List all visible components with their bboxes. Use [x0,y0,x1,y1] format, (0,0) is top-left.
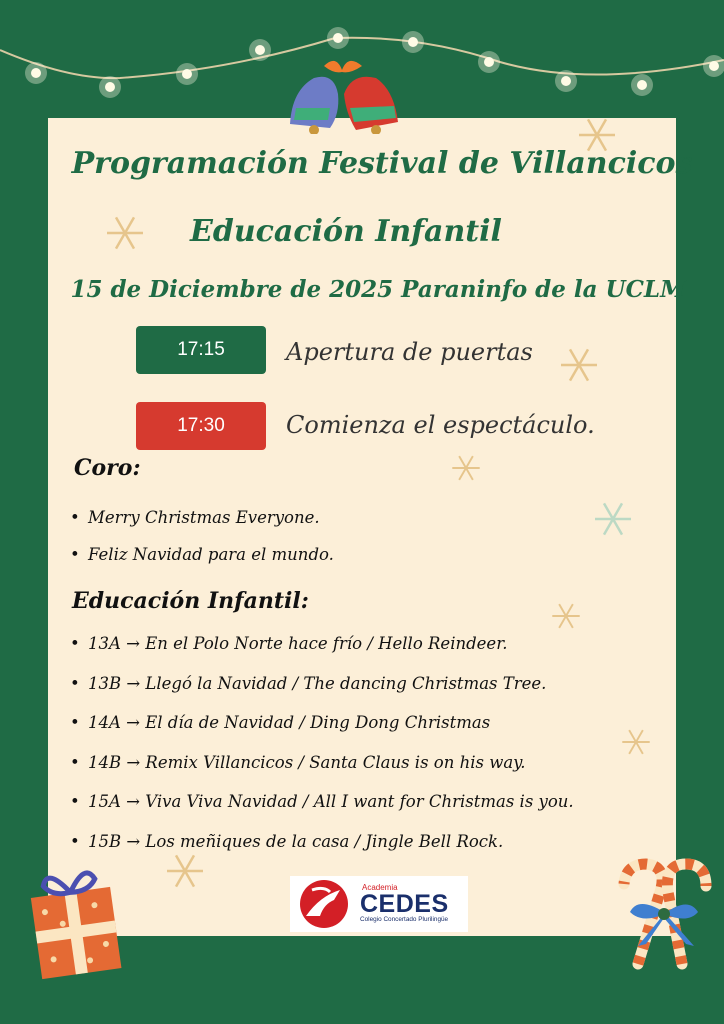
list-item: • 15A → Viva Viva Navidad / All I want for Christmas is you. [64,792,574,832]
snowflake-icon [592,498,634,540]
gift-icon [28,852,124,982]
list-item: • 13B → Llegó la Navidad / The dancing Christmas Tree. [64,674,574,714]
list-item: • Merry Christmas Everyone. [64,508,334,545]
list-item: • 14A → El día de Navidad / Ding Dong Christmas [64,713,574,753]
infantil-list [64,634,574,871]
schedule-text-start: Comienza el espectáculo. [286,411,595,439]
section-heading-infantil: Educación Infantil: [72,588,309,614]
candy-cane-icon [608,852,716,970]
list-item: • Feliz Navidad para el mundo. [64,545,334,582]
logo-subtitle: Colegio Concertado Plurilingüe [360,916,449,924]
time-badge-start: 17:30 [136,402,266,450]
date-place: 15 de Diciembre de 2025 Paraninfo de la UCLM [70,276,686,303]
cedes-logo [290,876,468,932]
logo-academia: Academia [362,883,398,893]
snowflake-icon [450,452,482,484]
coro-list [64,508,334,582]
list-item: • 13A → En el Polo Norte hace frío / Hello Reindeer. [64,634,574,674]
bells-icon [272,50,412,134]
snowflake-icon [558,344,600,386]
logo-name: CEDES [360,890,449,919]
cedes-logo-mark [290,876,360,932]
time-badge-opening: 17:15 [136,326,266,374]
page-subtitle: Educación Infantil [190,214,502,249]
schedule-text-opening: Apertura de puertas [286,338,533,366]
snowflake-icon [620,726,652,758]
page-title: Programación Festival de Villancicos [71,146,693,181]
list-item: • 15B → Los meñiques de la casa / Jingle Bell Rock. [64,832,574,872]
section-heading-coro: Coro: [74,455,141,481]
list-item: • 14B → Remix Villancicos / Santa Claus is on his way. [64,753,574,793]
snowflake-icon [550,600,582,632]
